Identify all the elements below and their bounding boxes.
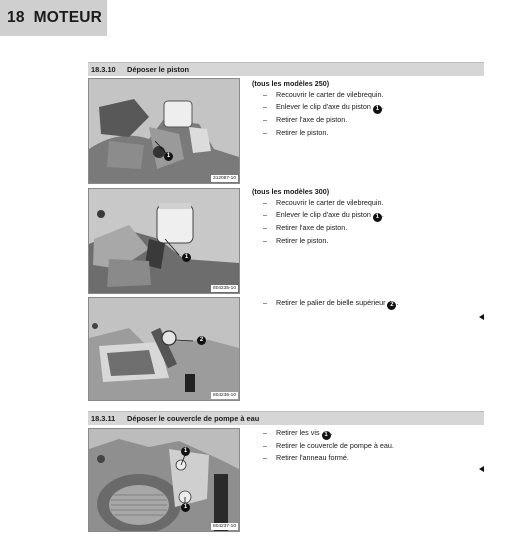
callout-1: 1 (182, 253, 191, 262)
figure-water-pump-cover (88, 428, 240, 532)
engine-photo-illustration (89, 429, 239, 531)
section-number: 18.3.11 (91, 414, 116, 423)
step-group-bearing (252, 297, 482, 310)
step-item: – Retirer le palier de bielle supérieur 2 . (263, 298, 399, 308)
engine-photo-illustration (89, 298, 239, 400)
callout-1: 1 (164, 152, 173, 161)
model-heading: (tous les modèles 250) (252, 79, 330, 88)
section-heading-18-3-11 (88, 411, 484, 425)
step-item: – Retirer le couvercle de pompe à eau. (263, 441, 394, 450)
figure-code: 804235-10 (213, 286, 236, 291)
model-heading: (tous les modèles 300) (252, 187, 330, 196)
figure-code: 312087-10 (213, 176, 236, 181)
callout-1: 1 (373, 213, 382, 222)
engine-photo-illustration (89, 79, 239, 183)
callout-1: 1 (181, 503, 190, 512)
callout-2: 2 (197, 336, 206, 345)
engine-photo-illustration (89, 189, 239, 293)
figure-connecting-rod-bearing (88, 297, 240, 401)
step-item: – Retirer l'axe de piston. (263, 223, 348, 233)
step-item: – Retirer les vis 1 . (263, 428, 333, 438)
step-item: – Recouvrir le carter de vilebrequin. (263, 198, 384, 207)
step-item: – Enlever le clip d'axe du piston 1 . (263, 210, 384, 221)
figure-engine-piston-250 (88, 78, 240, 184)
step-item: – Retirer l'anneau formé. (263, 453, 349, 463)
step-item: – Retirer le piston. (263, 235, 329, 245)
section-title: Déposer le piston (127, 65, 190, 74)
step-group-250 (252, 79, 482, 139)
chapter-title: 18 MOTEUR (7, 9, 103, 26)
triangle-left-icon (479, 314, 484, 320)
step-group-water-pump (252, 427, 482, 465)
figure-engine-piston-300 (88, 188, 240, 294)
callout-1: 1 (322, 431, 331, 440)
page-header (0, 0, 107, 36)
step-group-300 (252, 187, 482, 247)
triangle-left-icon (479, 466, 484, 472)
callout-2: 2 (387, 301, 396, 310)
section-heading-18-3-10 (88, 62, 484, 76)
step-item: – Retirer l'axe de piston. (263, 115, 348, 125)
callout-1: 1 (181, 447, 190, 456)
section-number: 18.3.10 (91, 65, 116, 74)
figure-code: 804236-10 (213, 393, 236, 398)
figure-code: 804237-10 (213, 524, 236, 529)
callout-1: 1 (373, 105, 382, 114)
step-item: – Enlever le clip d'axe du piston 1 . (263, 102, 384, 113)
step-item: – Retirer le piston. (263, 127, 329, 137)
section-title: Déposer le couvercle de pompe à eau (127, 414, 260, 423)
step-item: – Recouvrir le carter de vilebrequin. (263, 90, 384, 99)
